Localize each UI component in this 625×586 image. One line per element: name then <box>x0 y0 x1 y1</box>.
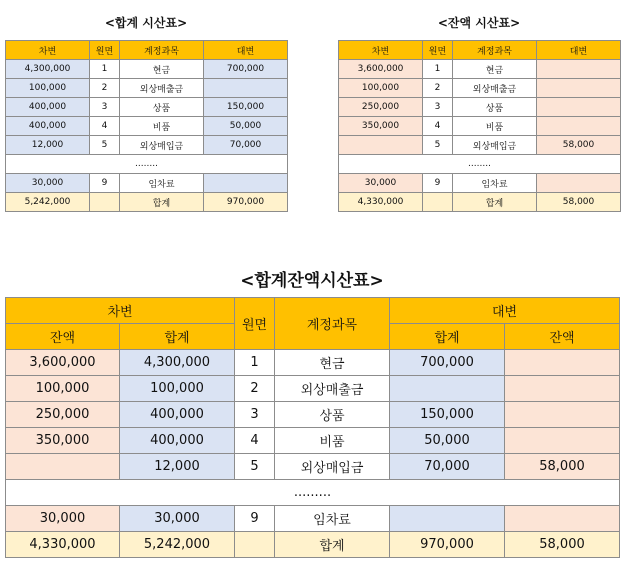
total-ledger-no-cell <box>90 193 120 212</box>
total-label-cell: 합계 <box>275 532 390 558</box>
total-row <box>339 193 621 212</box>
header-row-top <box>6 298 620 324</box>
table-row <box>6 98 288 117</box>
total-debit-total-cell: 5,242,000 <box>120 532 235 558</box>
table-row <box>6 79 288 98</box>
credit-cell <box>204 174 288 193</box>
ellipsis-row <box>339 155 621 174</box>
ledger-no-cell: 5 <box>90 136 120 155</box>
header-row <box>6 41 288 60</box>
debit-balance-cell <box>6 454 120 480</box>
account-cell: 현금 <box>453 60 537 79</box>
header-credit-balance: 잔액 <box>505 324 620 350</box>
account-cell: 외상매출금 <box>453 79 537 98</box>
credit-total-cell: 50,000 <box>390 428 505 454</box>
ledger-no-cell: 9 <box>90 174 120 193</box>
ledger-no-cell: 5 <box>235 454 275 480</box>
combined-trial-balance-title: <합계잔액시산표> <box>240 271 384 291</box>
account-cell: 상품 <box>275 402 390 428</box>
ledger-no-cell: 9 <box>235 506 275 532</box>
table-row <box>339 79 621 98</box>
table-row <box>6 350 620 376</box>
account-cell: 외상매입금 <box>120 136 204 155</box>
debit-balance-cell: 30,000 <box>6 506 120 532</box>
debit-cell: 350,000 <box>339 117 423 136</box>
credit-balance-cell <box>505 376 620 402</box>
ledger-no-cell: 4 <box>235 428 275 454</box>
account-cell: 외상매출금 <box>275 376 390 402</box>
account-cell: 현금 <box>120 60 204 79</box>
table-row <box>6 506 620 532</box>
debit-cell: 4,300,000 <box>6 60 90 79</box>
debit-total-cell: 4,300,000 <box>120 350 235 376</box>
table-row <box>6 174 288 193</box>
account-cell: 비품 <box>453 117 537 136</box>
credit-cell <box>537 174 621 193</box>
debit-balance-cell: 100,000 <box>6 376 120 402</box>
header-debit: 차변 <box>339 41 423 60</box>
account-cell: 외상매입금 <box>275 454 390 480</box>
ledger-no-cell: 1 <box>235 350 275 376</box>
ledger-no-cell: 4 <box>423 117 453 136</box>
credit-cell: 150,000 <box>204 98 288 117</box>
header-debit-total: 합계 <box>120 324 235 350</box>
account-cell: 현금 <box>275 350 390 376</box>
credit-balance-cell <box>505 428 620 454</box>
total-ledger-no-cell <box>423 193 453 212</box>
table-row <box>6 117 288 136</box>
header-ledger-no: 원면 <box>423 41 453 60</box>
trial-balance-total-title: <합계 시산표> <box>104 16 188 30</box>
debit-cell: 30,000 <box>339 174 423 193</box>
credit-balance-cell <box>505 506 620 532</box>
account-cell: 상품 <box>120 98 204 117</box>
total-ledger-no-cell <box>235 532 275 558</box>
debit-cell: 100,000 <box>339 79 423 98</box>
header-ledger-no: 원면 <box>235 298 275 350</box>
table-row <box>339 60 621 79</box>
table-row <box>339 98 621 117</box>
ellipsis-row <box>6 480 620 506</box>
ellipsis-cell: ........ <box>6 155 288 174</box>
ledger-no-cell: 3 <box>235 402 275 428</box>
header-debit: 차변 <box>6 298 235 324</box>
credit-cell: 50,000 <box>204 117 288 136</box>
credit-balance-cell <box>505 402 620 428</box>
trial-balance-balance-table <box>338 40 621 212</box>
total-credit-total-cell: 970,000 <box>390 532 505 558</box>
header-credit: 대변 <box>537 41 621 60</box>
account-cell: 임차료 <box>120 174 204 193</box>
debit-total-cell: 400,000 <box>120 428 235 454</box>
header-account: 계정과목 <box>275 298 390 350</box>
table-row <box>6 376 620 402</box>
total-debit-cell: 5,242,000 <box>6 193 90 212</box>
trial-balance-total-table <box>5 40 288 212</box>
total-label-cell: 합계 <box>120 193 204 212</box>
ledger-no-cell: 2 <box>423 79 453 98</box>
total-credit-cell: 970,000 <box>204 193 288 212</box>
header-ledger-no: 원면 <box>90 41 120 60</box>
ledger-no-cell: 9 <box>423 174 453 193</box>
debit-cell: 30,000 <box>6 174 90 193</box>
credit-balance-cell: 58,000 <box>505 454 620 480</box>
credit-cell <box>537 98 621 117</box>
account-cell: 외상매입금 <box>453 136 537 155</box>
debit-cell: 12,000 <box>6 136 90 155</box>
credit-total-cell <box>390 506 505 532</box>
credit-cell: 700,000 <box>204 60 288 79</box>
table-row <box>6 60 288 79</box>
credit-total-cell <box>390 376 505 402</box>
total-credit-cell: 58,000 <box>537 193 621 212</box>
account-cell: 외상매출금 <box>120 79 204 98</box>
credit-cell <box>537 117 621 136</box>
header-credit: 대변 <box>390 298 620 324</box>
account-cell: 비품 <box>275 428 390 454</box>
credit-balance-cell <box>505 350 620 376</box>
table-row <box>6 428 620 454</box>
debit-cell: 250,000 <box>339 98 423 117</box>
debit-cell: 100,000 <box>6 79 90 98</box>
header-credit: 대변 <box>204 41 288 60</box>
account-cell: 임차료 <box>453 174 537 193</box>
table-row <box>339 117 621 136</box>
debit-balance-cell: 350,000 <box>6 428 120 454</box>
ledger-no-cell: 4 <box>90 117 120 136</box>
debit-cell: 400,000 <box>6 117 90 136</box>
debit-cell <box>339 136 423 155</box>
header-debit: 차변 <box>6 41 90 60</box>
ledger-no-cell: 2 <box>90 79 120 98</box>
debit-cell: 3,600,000 <box>339 60 423 79</box>
total-credit-balance-cell: 58,000 <box>505 532 620 558</box>
debit-cell: 400,000 <box>6 98 90 117</box>
debit-total-cell: 12,000 <box>120 454 235 480</box>
account-cell: 상품 <box>453 98 537 117</box>
total-debit-cell: 4,330,000 <box>339 193 423 212</box>
ledger-no-cell: 1 <box>423 60 453 79</box>
debit-balance-cell: 250,000 <box>6 402 120 428</box>
table-row <box>339 174 621 193</box>
credit-total-cell: 70,000 <box>390 454 505 480</box>
ellipsis-cell: ......... <box>6 480 620 506</box>
ledger-no-cell: 3 <box>423 98 453 117</box>
table-row <box>339 136 621 155</box>
table-row <box>6 136 288 155</box>
credit-total-cell: 700,000 <box>390 350 505 376</box>
account-cell: 임차료 <box>275 506 390 532</box>
combined-trial-balance-table <box>5 297 620 558</box>
header-row <box>339 41 621 60</box>
credit-cell <box>537 60 621 79</box>
total-row <box>6 532 620 558</box>
total-row <box>6 193 288 212</box>
ledger-no-cell: 3 <box>90 98 120 117</box>
ledger-no-cell: 2 <box>235 376 275 402</box>
credit-cell: 70,000 <box>204 136 288 155</box>
total-label-cell: 합계 <box>453 193 537 212</box>
header-credit-total: 합계 <box>390 324 505 350</box>
total-debit-balance-cell: 4,330,000 <box>6 532 120 558</box>
table-row <box>6 402 620 428</box>
ledger-no-cell: 5 <box>423 136 453 155</box>
ledger-no-cell: 1 <box>90 60 120 79</box>
debit-total-cell: 100,000 <box>120 376 235 402</box>
ellipsis-cell: ........ <box>339 155 621 174</box>
header-debit-balance: 잔액 <box>6 324 120 350</box>
account-cell: 비품 <box>120 117 204 136</box>
debit-balance-cell: 3,600,000 <box>6 350 120 376</box>
header-account: 계정과목 <box>453 41 537 60</box>
header-account: 계정과목 <box>120 41 204 60</box>
credit-cell: 58,000 <box>537 136 621 155</box>
credit-cell <box>537 79 621 98</box>
debit-total-cell: 30,000 <box>120 506 235 532</box>
credit-total-cell: 150,000 <box>390 402 505 428</box>
debit-total-cell: 400,000 <box>120 402 235 428</box>
table-row <box>6 454 620 480</box>
credit-cell <box>204 79 288 98</box>
trial-balance-balance-title: <잔액 시산표> <box>437 16 521 30</box>
ellipsis-row <box>6 155 288 174</box>
